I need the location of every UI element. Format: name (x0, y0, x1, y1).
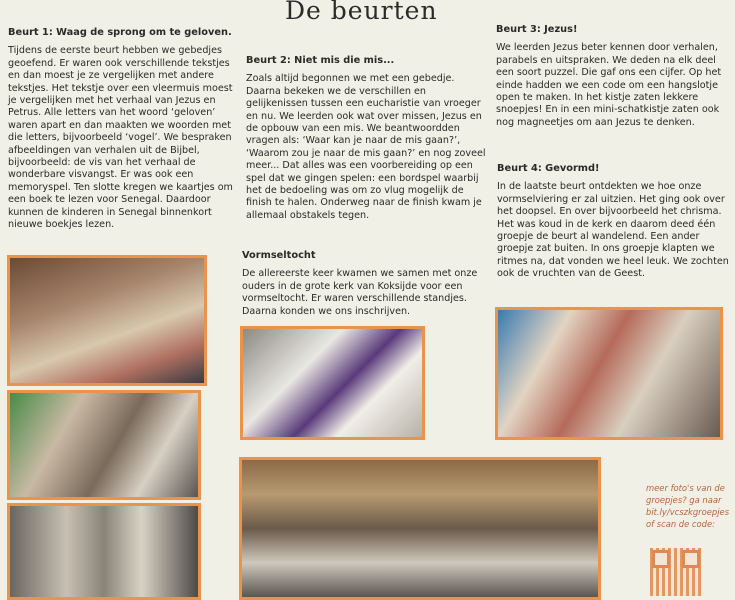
beurt-4-body: In de laatste beurt ontdekten we hoe onze vormselviering er zal uitzien. Het ging ook over het doopsel. En over bijvoorbeeld het chrisma. Het was koud in de kerk en daarom deed één groepje de beurt al wandelend. Een ander groepje zat buiten. In ons groepje klapten we ritmes na, dat vonden we heel leuk. We zochten ook de vruchten van de Geest. (497, 181, 729, 280)
photo-children-memory-game (7, 255, 207, 386)
beurt-1-heading: Beurt 1: Waag de sprong om te geloven. (8, 27, 232, 38)
more-photos-note: meer foto's van de groepjes? ga naar bit.ly/vcszkgroepjes of scan de code: (646, 483, 730, 529)
photo-celebration-hall (495, 307, 723, 440)
beurt-2-body: Zoals altijd begonnen we met een gebedje. Daarna bekeken we de verschillen en gelijkenissen tussen een eucharistie van vroeger en nu. We leerden ook wat over missen, Jezus en de opbouw van een mis. We beantwoordden vragen als: ‘Waar kan je naar de mis gaan?’, ‘Waarom zou je naar de mis gaan?’ en nog zoveel meer... Dat alles was een voorbereiding op een spel dat we gingen spelen: een bordspel waarbij het de bedoeling was om zo vlug mogelijk de finish te halen. Onderweg naar de finish kwam je allemaal obstakels tegen. (246, 73, 486, 221)
article-beurt-3 (496, 24, 728, 129)
photo-group-table (7, 390, 201, 500)
article-vormseltocht (242, 250, 482, 318)
photo-church-walk (7, 503, 201, 600)
beurt-4-heading: Beurt 4: Gevormd! (497, 163, 600, 174)
qr-code-icon[interactable] (650, 548, 702, 596)
article-beurt-1 (8, 27, 240, 232)
photo-church-gathering (239, 457, 601, 600)
article-beurt-4 (497, 163, 729, 281)
photo-board-game (240, 326, 425, 440)
beurt-1-body: Tijdens de eerste beurt hebben we gebedjes geoefend. Er waren ook verschillende tekstjes en dan moest je ze vergelijken met andere tekstjes. Het tekstje over een vleermuis moest je vergelijken met het verhaal van Jezus en Petrus. Alle letters van het woord ‘geloven’ waren apart en dan maakten we woorden met die letters, bijvoorbeeld ‘vogel’. We bespraken afbeeldingen van verhalen uit de Bijbel, bijvoorbeeld: de vis van het verhaal de wonderbare visvangst. Er was ook een memoryspel. Ten slotte kregen we kaartjes om een boek te lezen voor Senegal. Daardoor kunnen de kinderen in Senegal binnenkort nieuwe boekjes lezen. (8, 45, 233, 231)
vormseltocht-body: De allereerste keer kwamen we samen met onze ouders in de grote kerk van Koksijde voor een vormseltocht. Er waren verschillende standjes. Daarna konden we ons inschrijven. (242, 268, 478, 317)
beurt-3-heading: Beurt 3: Jezus! (496, 24, 578, 35)
article-beurt-2 (246, 55, 486, 222)
page-title: De beurten (285, 0, 438, 25)
vormseltocht-heading: Vormseltocht (242, 250, 316, 261)
beurt-3-body: We leerden Jezus beter kennen door verhalen, parabels en uitspraken. We deden na elk deel een soort puzzel. Die gaf ons een cijfer. Op het einde hadden we een code om een hangslotje open te maken. In het kistje zaten lekkere snoepjes! En in een mini-schatkistje zaten ook nog magneetjes om aan Jezus te denken. (496, 42, 722, 128)
beurt-2-heading: Beurt 2: Niet mis die mis... (246, 55, 395, 66)
